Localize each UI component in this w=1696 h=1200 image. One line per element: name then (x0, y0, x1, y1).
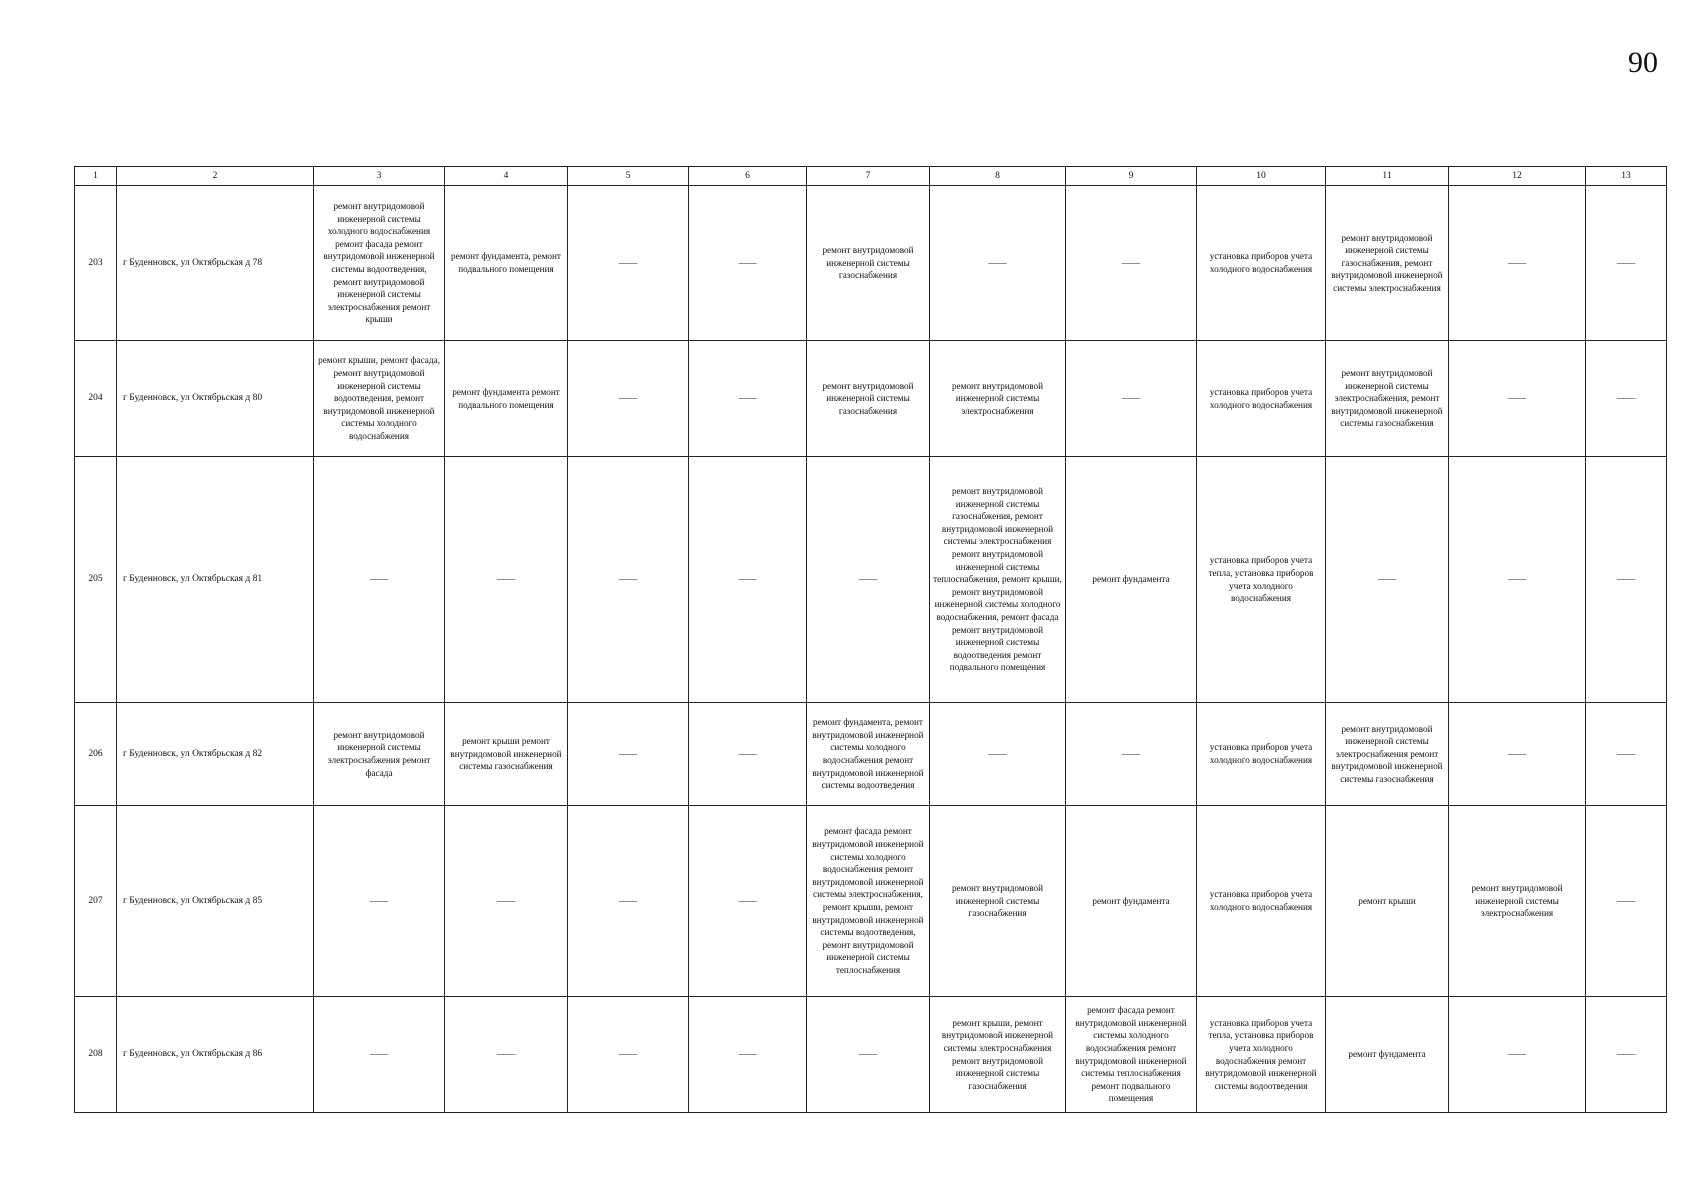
table-row (75, 341, 1667, 457)
repair-schedule-table (74, 166, 1667, 1113)
address-cell: г Буденновск, ул Октябрьская д 85 (117, 806, 314, 997)
work-cell: ремонт внутридомовой инженерной системы электроснабжения (1449, 806, 1586, 997)
work-cell: ремонт крыши, ремонт фасада, ремонт внутридомовой инженерной системы водоотведения, ремонт внутридомовой инженерной системы холодного водоснабжения (314, 341, 445, 457)
empty-dash-cell: —— (568, 806, 689, 997)
empty-dash-cell: —— (1066, 703, 1197, 806)
column-header: 11 (1326, 167, 1449, 186)
empty-dash-cell: —— (568, 703, 689, 806)
column-header: 4 (445, 167, 568, 186)
empty-dash-cell: —— (314, 457, 445, 703)
table-row (75, 186, 1667, 341)
work-cell: ремонт внутридомовой инженерной системы газоснабжения, ремонт внутридомовой инженерной системы электроснабжения ремонт внутридомовой инженерной системы теплоснабжения, ремонт крыши, ремонт внутридомовой инженерной системы холодного водоснабжения, ремонт фасада ремонт внутридомовой инженерной системы водоотведения ремонт подвального помещения (930, 457, 1066, 703)
empty-dash-cell: —— (930, 703, 1066, 806)
address-cell: г Буденновск, ул Октябрьская д 80 (117, 341, 314, 457)
work-cell: ремонт фундамента, ремонт подвального помещения (445, 186, 568, 341)
work-cell: ремонт внутридомовой инженерной системы газоснабжения (930, 806, 1066, 997)
work-cell: установка приборов учета холодного водоснабжения (1197, 186, 1326, 341)
work-cell: установка приборов учета тепла, установка приборов учета холодного водоснабжения ремонт внутридомовой инженерной системы водоотведения (1197, 997, 1326, 1113)
work-cell: ремонт фундамента ремонт подвального помещения (445, 341, 568, 457)
address-cell: г Буденновск, ул Октябрьская д 78 (117, 186, 314, 341)
column-header: 7 (807, 167, 930, 186)
work-cell: ремонт внутридомовой инженерной системы газоснабжения (807, 186, 930, 341)
work-cell: ремонт фундамента (1066, 457, 1197, 703)
empty-dash-cell: —— (1586, 703, 1667, 806)
work-cell: ремонт фасада ремонт внутридомовой инженерной системы холодного водоснабжения ремонт внутридомовой инженерной системы теплоснабжения ремонт подвального помещения (1066, 997, 1197, 1113)
empty-dash-cell: —— (930, 186, 1066, 341)
empty-dash-cell: —— (568, 186, 689, 341)
empty-dash-cell: —— (1449, 997, 1586, 1113)
column-header: 12 (1449, 167, 1586, 186)
table-row (75, 806, 1667, 997)
empty-dash-cell: —— (445, 457, 568, 703)
work-cell: установка приборов учета холодного водоснабжения (1197, 341, 1326, 457)
row-number-cell: 207 (75, 806, 117, 997)
column-header: 9 (1066, 167, 1197, 186)
empty-dash-cell: —— (689, 186, 807, 341)
empty-dash-cell: —— (689, 457, 807, 703)
empty-dash-cell: —— (1326, 457, 1449, 703)
empty-dash-cell: —— (445, 806, 568, 997)
work-cell: ремонт фундамента, ремонт внутридомовой инженерной системы холодного водоснабжения ремонт внутридомовой инженерной системы водоотведения (807, 703, 930, 806)
work-cell: ремонт фундамента (1326, 997, 1449, 1113)
column-header: 5 (568, 167, 689, 186)
column-header: 10 (1197, 167, 1326, 186)
column-header: 13 (1586, 167, 1667, 186)
row-number-cell: 203 (75, 186, 117, 341)
work-cell: ремонт внутридомовой инженерной системы холодного водоснабжения ремонт фасада ремонт внутридомовой инженерной системы водоотведения, ремонт внутридомовой инженерной системы электроснабжения ремонт крыши (314, 186, 445, 341)
column-header: 2 (117, 167, 314, 186)
table-row (75, 997, 1667, 1113)
work-cell: ремонт крыши (1326, 806, 1449, 997)
empty-dash-cell: —— (1586, 806, 1667, 997)
work-cell: ремонт внутридомовой инженерной системы электроснабжения ремонт фасада (314, 703, 445, 806)
empty-dash-cell: —— (1586, 186, 1667, 341)
work-cell: ремонт внутридомовой инженерной системы газоснабжения (807, 341, 930, 457)
empty-dash-cell: —— (1449, 186, 1586, 341)
empty-dash-cell: —— (1066, 186, 1197, 341)
work-cell: установка приборов учета холодного водоснабжения (1197, 806, 1326, 997)
empty-dash-cell: —— (807, 457, 930, 703)
empty-dash-cell: —— (689, 997, 807, 1113)
address-cell: г Буденновск, ул Октябрьская д 81 (117, 457, 314, 703)
empty-dash-cell: —— (568, 997, 689, 1113)
empty-dash-cell: —— (1586, 997, 1667, 1113)
empty-dash-cell: —— (314, 997, 445, 1113)
row-number-cell: 205 (75, 457, 117, 703)
empty-dash-cell: —— (807, 997, 930, 1113)
empty-dash-cell: —— (1449, 341, 1586, 457)
work-cell: ремонт крыши, ремонт внутридомовой инженерной системы электроснабжения ремонт внутридомовой инженерной системы газоснабжения (930, 997, 1066, 1113)
column-header: 1 (75, 167, 117, 186)
empty-dash-cell: —— (689, 806, 807, 997)
empty-dash-cell: —— (1586, 341, 1667, 457)
empty-dash-cell: —— (689, 703, 807, 806)
work-cell: ремонт внутридомовой инженерной системы газоснабжения, ремонт внутридомовой инженерной системы электроснабжения (1326, 186, 1449, 341)
empty-dash-cell: —— (568, 457, 689, 703)
empty-dash-cell: —— (1449, 703, 1586, 806)
empty-dash-cell: —— (689, 341, 807, 457)
table-row (75, 703, 1667, 806)
table-row (75, 457, 1667, 703)
page-number: 90 (1628, 46, 1658, 79)
empty-dash-cell: —— (1586, 457, 1667, 703)
work-cell: установка приборов учета холодного водоснабжения (1197, 703, 1326, 806)
column-header: 8 (930, 167, 1066, 186)
work-cell: ремонт крыши ремонт внутридомовой инженерной системы газоснабжения (445, 703, 568, 806)
work-cell: ремонт внутридомовой инженерной системы электроснабжения, ремонт внутридомовой инженерной системы газоснабжения (1326, 341, 1449, 457)
column-header: 3 (314, 167, 445, 186)
work-cell: ремонт внутридомовой инженерной системы электроснабжения ремонт внутридомовой инженерной системы газоснабжения (1326, 703, 1449, 806)
empty-dash-cell: —— (1449, 457, 1586, 703)
empty-dash-cell: —— (314, 806, 445, 997)
work-cell: ремонт внутридомовой инженерной системы электроснабжения (930, 341, 1066, 457)
address-cell: г Буденновск, ул Октябрьская д 86 (117, 997, 314, 1113)
work-cell: установка приборов учета тепла, установка приборов учета холодного водоснабжения (1197, 457, 1326, 703)
column-header: 6 (689, 167, 807, 186)
empty-dash-cell: —— (1066, 341, 1197, 457)
work-cell: ремонт фасада ремонт внутридомовой инженерной системы холодного водоснабжения ремонт внутридомовой инженерной системы электроснабжения, ремонт крыши, ремонт внутридомовой инженерной системы водоотведения, ремонт внутридомовой инженерной системы теплоснабжения (807, 806, 930, 997)
column-number-row (75, 167, 1667, 186)
address-cell: г Буденновск, ул Октябрьская д 82 (117, 703, 314, 806)
row-number-cell: 206 (75, 703, 117, 806)
empty-dash-cell: —— (568, 341, 689, 457)
work-cell: ремонт фундамента (1066, 806, 1197, 997)
empty-dash-cell: —— (445, 997, 568, 1113)
row-number-cell: 204 (75, 341, 117, 457)
row-number-cell: 208 (75, 997, 117, 1113)
